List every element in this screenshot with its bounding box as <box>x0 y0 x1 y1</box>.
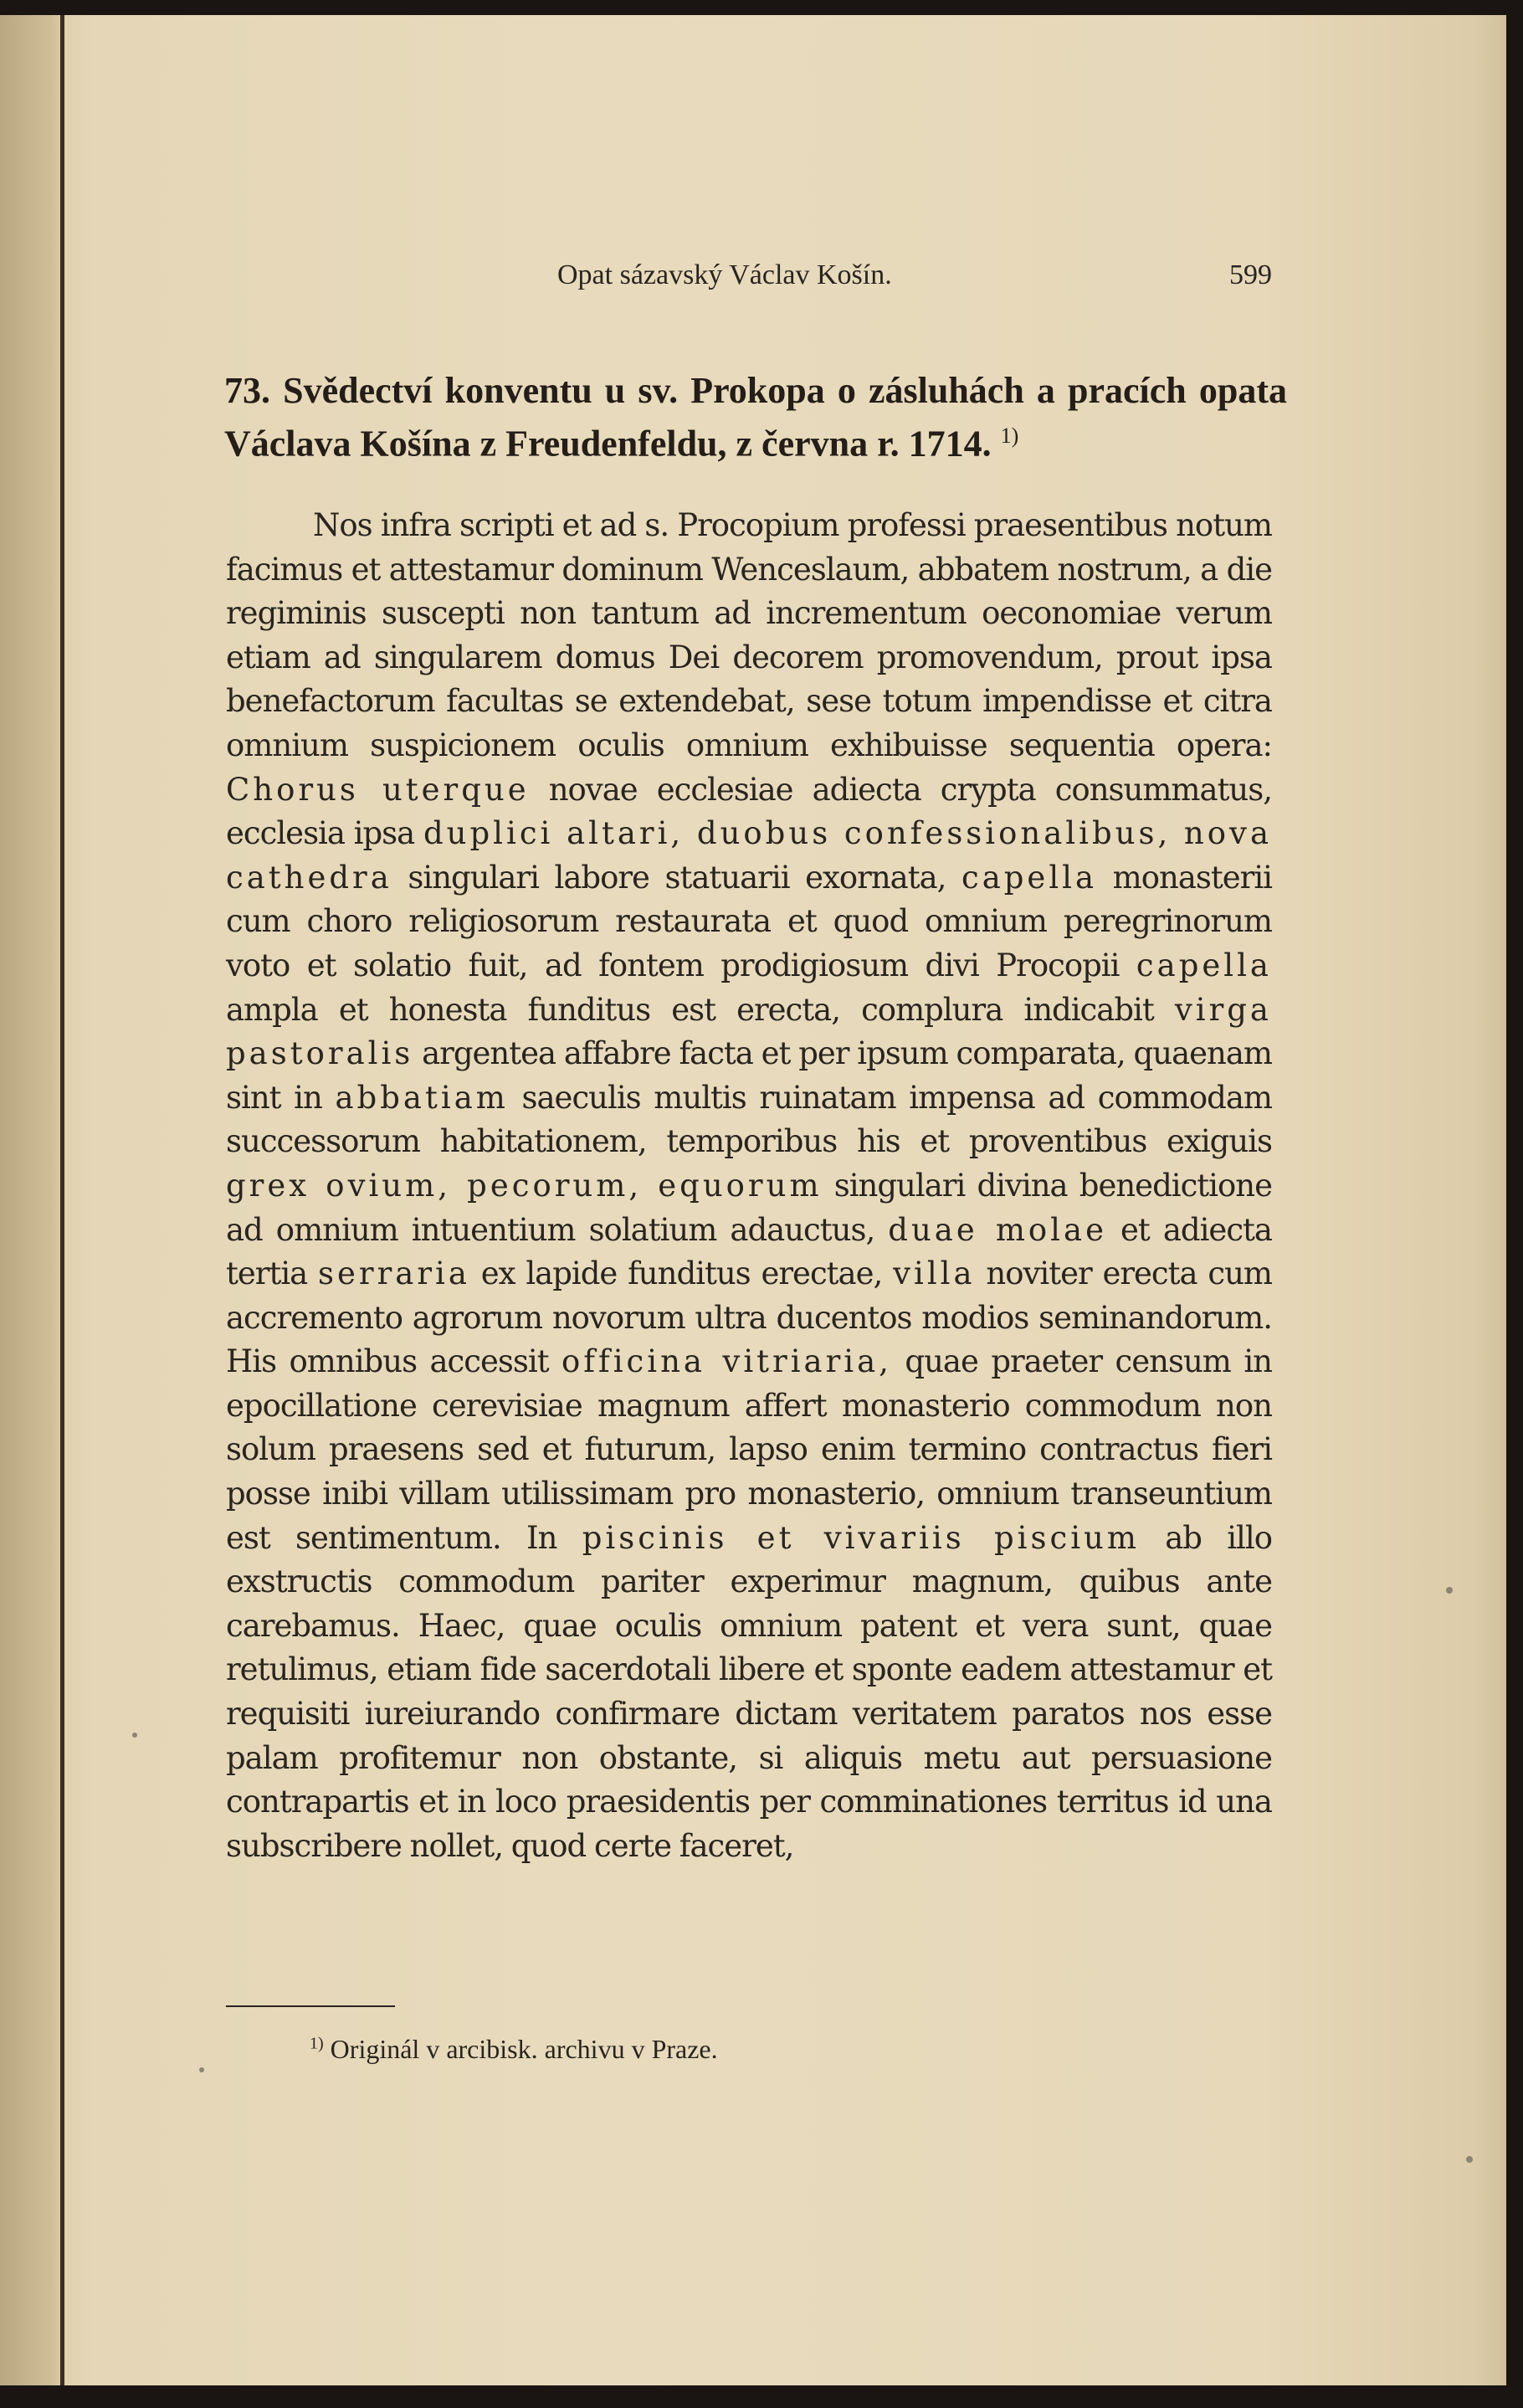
spaced-emphasis: serraria <box>318 1255 470 1292</box>
spaced-emphasis: virga pastoralis <box>226 991 1272 1072</box>
text-run: monasterii cum choro religiosorum restaurata et quod omnium peregrinorum voto et solatio fuit, ad fontem prodigiosum divi Procopii <box>226 859 1272 983</box>
text-run: quae praeter censum in epocillatione cerevisiae magnum affert monasterio commodum non solum praesens sed et futurum, lapso enim termino contractus fieri posse inibi villam utilissimam pro monasterio, omnium transeuntium est sentimentum. In <box>226 1343 1272 1556</box>
spaced-emphasis: grex ovium, pecorum, equorum <box>226 1167 823 1204</box>
paper-speck <box>132 1733 137 1738</box>
text-run: ex lapide funditus erectae, <box>480 1255 883 1292</box>
page-gutter-shadow <box>0 15 60 2385</box>
text-run: singulari labore statuarii exornata, <box>408 859 946 896</box>
text-run: Nos infra scripti et ad s. Procopium professi praesentibus notum facimus et attestamur dominum Wenceslaum, abbatem nostrum, a die regiminis suscepti non tantum ad incrementum oeconomiae verum etiam ad singularem domus Dei decorem promovendum, prout ipsa benefactorum facultas se extendebat, sese totum impendisse et citra omnium suspicionem oculis omnium exhibuisse sequentia opera: <box>226 507 1272 763</box>
spaced-emphasis: Chorus uterque <box>226 771 530 808</box>
footnote-text: Originál v arcibisk. archivu v Praze. <box>330 2034 718 2064</box>
page-number: 599 <box>1229 259 1272 290</box>
text-run: ampla et honesta funditus est erecta, complura indicabit <box>226 991 1154 1028</box>
binding-edge <box>60 15 64 2385</box>
text-run: argentea affabre facta et per ipsum comparata, quaenam sint in <box>226 1035 1273 1116</box>
spaced-emphasis: officina vitriaria, <box>562 1343 892 1380</box>
body-paragraph <box>226 504 1272 1868</box>
spaced-emphasis: abbatiam <box>335 1079 509 1116</box>
heading-line-1: 73. Svědectví konventu u sv. Prokopa o zásluhách a pracích <box>224 370 1187 411</box>
text-run: novae ecclesiae adiecta crypta consummatus, ecclesia ipsa <box>226 771 1273 852</box>
footnote <box>310 2034 718 2065</box>
running-head <box>226 259 1272 301</box>
text-run: ab illo exstructis commodum pariter experimur magnum, quibus ante carebamus. Haec, quae oculis omnium patent et vera sunt, quae retulimus, etiam fide sacerdotali libere et sponte eadem attestamur et requisiti iureiurando confirmare dictam veritatem paratos nos esse palam profitemur non obstante, si aliquis metu aut persuasione contrapartis et in loco praesidentis per comminationes territus id una subscribere nollet, quod certe faceret, <box>226 1519 1272 1864</box>
text-run: singulari divina benedictione ad omnium intuentium solatium adauctus, <box>226 1167 1273 1248</box>
book-page <box>0 15 1506 2385</box>
spaced-emphasis: duplici altari, duobus confessionalibus, nova cathedra <box>226 815 1272 896</box>
spaced-emphasis: villa <box>893 1255 976 1292</box>
paper-speck <box>199 2067 204 2072</box>
text-run: et adiecta tertia <box>226 1211 1272 1292</box>
spaced-emphasis: piscinis et vivariis piscium <box>582 1519 1140 1556</box>
heading-footnote-mark: 1) <box>1000 424 1019 448</box>
text-run: saeculis multis ruinatam impensa ad commodam successorum habitationem, temporibus his et proventibus exiguis <box>226 1079 1272 1160</box>
heading-line-2: opata Václava Košína z Freudenfeldu, z června r. 1714. <box>224 370 1288 465</box>
document-heading <box>224 368 1287 467</box>
spaced-emphasis: capella <box>1136 947 1272 983</box>
footnote-mark: 1) <box>310 2034 324 2053</box>
paper-speck <box>1446 1587 1453 1594</box>
spaced-emphasis: duae molae <box>888 1211 1107 1248</box>
running-head-title: Opat sázavský Václav Košín. <box>557 259 892 290</box>
paper-speck <box>1466 2156 1473 2163</box>
footnote-separator <box>226 2005 395 2007</box>
spaced-emphasis: capella <box>961 859 1098 896</box>
text-run: noviter erecta cum accremento agrorum novorum ultra ducentos modios seminandorum. His omnibus accessit <box>226 1255 1273 1380</box>
